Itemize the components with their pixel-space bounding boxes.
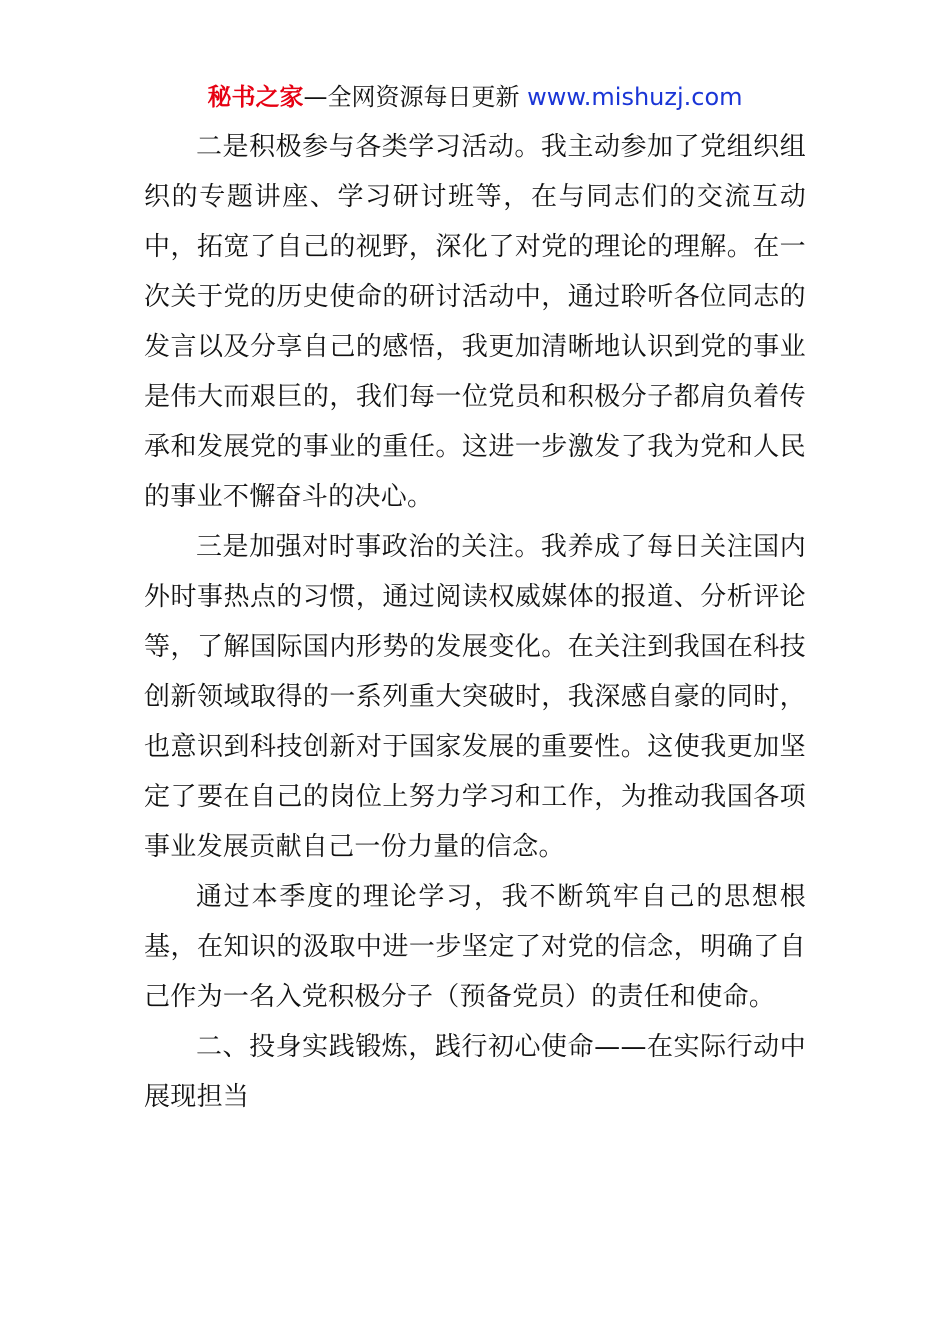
paragraph-learning-activities: 二是积极参与各类学习活动。我主动参加了党组织组织的专题讲座、学习研讨班等，在与同志们的交流互动中，拓宽了自己的视野，深化了对党的理论的理解。在一次关于党的历史使命的研讨活动中，通过聆听各位同志的发言以及分享自己的感悟，我更加清晰地认识到党的事业是伟大而艰巨的，我们每一位党员和积极分子都肩负着传承和发展党的事业的重任。这进一步激发了我为党和人民的事业不懈奋斗的决心。 <box>144 132 806 512</box>
page-header <box>0 80 950 114</box>
section-heading-practice: 二、投身实践锻炼，践行初心使命——在实际行动中展现担当 <box>144 1032 806 1112</box>
brand-name: 秘书之家 <box>207 83 304 111</box>
paragraph-summary: 通过本季度的理论学习，我不断筑牢自己的思想根基，在知识的汲取中进一步坚定了对党的信念，明确了自己作为一名入党积极分子（预备党员）的责任和使命。 <box>144 882 806 1012</box>
header-tagline: —全网资源每日更新 <box>303 83 528 111</box>
site-url-link[interactable]: www.mishuzj.com <box>527 83 743 111</box>
document-body <box>144 122 806 1122</box>
paragraph-current-affairs: 三是加强对时事政治的关注。我养成了每日关注国内外时事热点的习惯，通过阅读权威媒体的报道、分析评论等，了解国际国内形势的发展变化。在关注到我国在科技创新领域取得的一系列重大突破时，我深感自豪的同时，也意识到科技创新对于国家发展的重要性。这使我更加坚定了要在自己的岗位上努力学习和工作，为推动我国各项事业发展贡献自己一份力量的信念。 <box>144 532 806 862</box>
